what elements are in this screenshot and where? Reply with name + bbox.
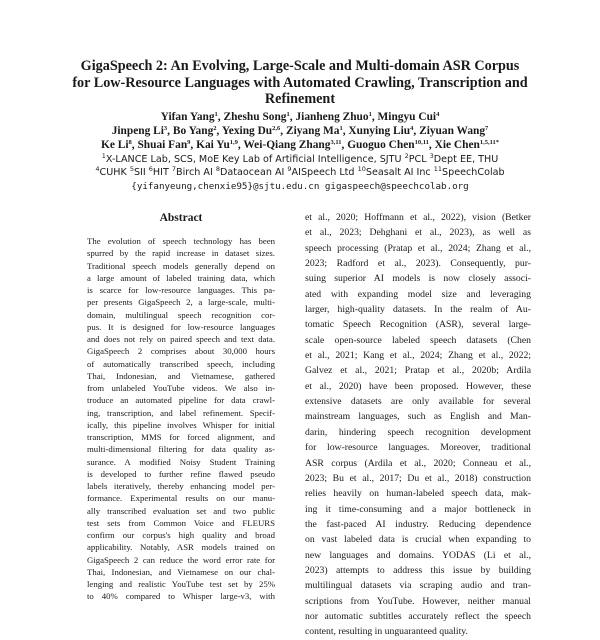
author-affil-sup: 2,6 (272, 125, 281, 133)
body-line: tomatic Speech Recognition (ASR), several large- (305, 319, 531, 331)
intro-body (305, 210, 531, 640)
author-affil-sup: 1,5,11* (479, 139, 499, 147)
body-line: multilingual datasets via scraping audio and tran- (305, 580, 531, 592)
abstract-body (87, 235, 275, 603)
body-line: scriptions from YouTube. However, neither manual (305, 595, 531, 607)
abstract-line: a large amount of labeled training data, which (87, 272, 275, 283)
body-line: speech processing (Pratap et al., 2024; Zhang et al., (305, 242, 531, 254)
author-affil-sup: 1 (214, 111, 218, 118)
author-name: Shuai Fan (137, 139, 188, 152)
author-name: Xie Chen (434, 139, 480, 152)
body-line: 2023; Bu et al., 2017; Du et al., 2018) construction (305, 472, 531, 484)
contact-emails: {yifanyeung,chenxie95}@sjtu.edu.cn gigaspeech@speechcolab.org (131, 181, 469, 192)
abstract-line: applicability. Notably, ASR models trained on (87, 542, 275, 553)
abstract-line: Thai, Indonesian, and Vietnamese, gathered (87, 370, 275, 381)
abstract-line: spurred by the rapid increase in dataset sizes. (87, 248, 275, 259)
abstract-line: transcription, MMS for forced alignment, and (87, 432, 275, 442)
affiliation: SII (133, 167, 149, 179)
author-name: Kai Yu (196, 139, 230, 152)
body-line: ated with expanding model size and leveraging (305, 288, 531, 300)
affiliation-line (40, 153, 560, 166)
author-name: Xunying Liu (348, 125, 411, 138)
abstract-line: GigaSpeech 2 comprises about 30,000 hours (87, 346, 275, 357)
affil-sup: 4 (95, 165, 100, 174)
abstract-line: multi-dimensional filtering for data quality as- (87, 444, 275, 455)
abstract-line: lenging and realistic YouTube test set by 25% (87, 579, 275, 589)
abstract-heading: Abstract (159, 212, 203, 224)
author-affil-sup: 10,11 (414, 139, 429, 147)
abstract-line: is developed to further refine flawed pseudo (87, 468, 275, 479)
author-affil-sup: 2 (213, 125, 217, 133)
affil-sup: 9 (287, 165, 292, 174)
author-affil-sup: 1 (286, 111, 290, 118)
abstract-line: pus. It is designed for low-resource languages (87, 321, 275, 332)
affil-sup: 3 (429, 152, 434, 160)
abstract-line: ally transcribed evaluation set and two public (87, 505, 275, 516)
author-affil-sup: 9 (187, 139, 191, 147)
body-line: new languages and domains. YODAS (Li et al., (305, 549, 531, 561)
affiliation: SpeechColab (442, 167, 505, 179)
author-affil-sup: 8 (128, 139, 132, 147)
abstract-line: to 40% compared to Whisper large-v3, with (87, 591, 275, 602)
body-line: suing superior AI models is now closely associ- (305, 273, 531, 285)
author-name: Jinpeng Li (111, 125, 164, 138)
abstract-line: The evolution of speech technology has been (87, 236, 275, 246)
affiliation: CUHK (99, 167, 130, 179)
body-line: scale open-source labeled speech datasets (Chen (305, 334, 531, 346)
affiliation: Birch AI (176, 167, 216, 179)
body-line: nor automatic subtitles accurately reflect the speech (305, 610, 531, 622)
body-line: darin, hindering speech recognition development (305, 426, 531, 438)
author-name: Ziyang Ma (285, 125, 340, 138)
author-name: Yifan Yang (160, 111, 215, 123)
affiliation: Dept EE, THU (433, 154, 499, 165)
body-line: et al., 2020; Hoffmann et al., 2022), vision (Betker (305, 212, 531, 223)
paper-title (60, 58, 540, 108)
abstract-line: labels iteratively, thereby enhancing model per- (87, 481, 275, 491)
body-line: et al., 2023; Dehghani et al., 2023), as well as (305, 227, 531, 239)
author-name: Ziyuan Wang (419, 125, 486, 138)
body-line: extensive datasets are only available for several (305, 396, 531, 408)
abstract-line: per presents GigaSpeech 2, a large-scale, multi- (87, 297, 275, 308)
author-name: Ke Li (100, 139, 129, 152)
abstract-line: surance. A modified Noisy Student Training (87, 456, 275, 467)
affil-sup: 2 (404, 152, 409, 160)
author-affil-sup: 3,11 (330, 139, 342, 147)
title-line: for Low-Resource Languages with Automated Crawling, Transcription and (72, 74, 528, 91)
affil-sup: 10 (357, 165, 366, 174)
body-line: on vast labeled data is crucial when expanding to (305, 534, 531, 546)
author-line: Ke Li$^8$, Shuai Fan$^9$, Kai Yu$^{1,9}$, Wei-Qiang Zhang$^{3,11}$, Guoguo Chen$^{10,11}$, Xie Chen$^{1,5,11*}$ (100, 139, 499, 152)
abstract-line: ing, transcription, and label refinement. Specif- (87, 407, 275, 418)
author-name: Jianheng Zhuo (295, 111, 369, 123)
author-affil-sup: 7 (485, 125, 489, 133)
author-affil-sup: 1,9 (229, 139, 238, 147)
affiliation-list (40, 153, 560, 180)
abstract-line: ically, this pipeline involves Whisper for initial (87, 419, 275, 430)
body-line: larger, high-quality datasets. In the realm of Au- (305, 304, 531, 316)
author-name: Yexing Du (221, 125, 273, 138)
body-line: content, resulting in unguaranteed quality. (305, 626, 468, 638)
affiliation: Dataocean AI (220, 167, 288, 179)
affil-sup: 6 (148, 165, 153, 174)
author-list (40, 110, 560, 153)
abstract-line: of automatically transcribed speech, including (87, 358, 275, 369)
body-line: for low-resource languages. Moreover, traditional (305, 442, 531, 454)
affiliation: X-LANCE Lab, SCS, MoE Key Lab of Artificial Intelligence, SJTU (105, 154, 405, 165)
author-line: Yifan Yang$^1$, Zheshu Song$^1$, Jianheng Zhuo$^1$, Mingyu Cui$^4$ (160, 111, 440, 123)
abstract-line: Thai, Indonesian, and Vietnamese on our chal- (87, 566, 275, 577)
affiliation: PCL (408, 154, 430, 165)
abstract-line: and does not rely on paired speech and text data. (87, 334, 275, 344)
author-affil-sup: 1 (368, 111, 372, 118)
author-name: Mingyu Cui (377, 111, 437, 123)
body-line: relies heavily on human-labeled speech data, mak- (305, 488, 531, 500)
affil-sup: 5 (129, 165, 134, 174)
author-name: Wei-Qiang Zhang (243, 139, 331, 152)
abstract-line: test sets from Common Voice and FLEURS (87, 517, 275, 528)
body-line: 2023) attempts to address this issue by building (305, 564, 531, 576)
body-line: the fast-paced AI industry. Reducing dependence (305, 518, 531, 530)
affil-sup: 8 (215, 165, 220, 174)
affil-sup: 11 (433, 165, 443, 174)
affiliation-line (40, 166, 560, 179)
author-name: Zheshu Song (223, 111, 287, 123)
affil-sup: 7 (171, 165, 177, 174)
author-affil-sup: 4 (436, 111, 440, 118)
abstract-line: from unlabeled YouTube videos. We also in- (87, 383, 275, 393)
body-line: Galvez et al., 2021; Pratap et al., 2020b; Ardila (305, 365, 531, 377)
author-name: Bo Yang (172, 125, 214, 138)
affil-sup: 1 (101, 152, 106, 160)
title-line: Refinement (264, 91, 336, 107)
abstract-line: formance. Experimental results on our manu- (87, 493, 275, 504)
title-line: GigaSpeech 2: An Evolving, Large-Scale and Multi-domain ASR Corpus (80, 58, 520, 74)
affiliation: AISpeech Ltd (291, 167, 358, 179)
author-name: Guoguo Chen (347, 139, 415, 152)
body-line: et al., 2021; Kang et al., 2024; Zhang et al., 2022; (305, 350, 531, 362)
abstract-line: Traditional speech models generally depend on (87, 260, 275, 271)
body-line: et al., 2020) have been proposed. However, these (305, 380, 531, 392)
affiliation: Seasalt AI Inc (365, 167, 434, 179)
abstract-line: confirm our corpus's high quality and broad (87, 530, 275, 540)
author-affil-sup: 4 (410, 125, 414, 133)
author-line: Jinpeng Li$^3$, Bo Yang$^2$, Yexing Du$^{2,6}$, Ziyang Ma$^1$, Xunying Liu$^4$, Ziyuan Wang$^7$ (111, 125, 489, 138)
author-affil-sup: 1 (339, 125, 343, 133)
abstract-line: domain, multilingual speech recognition cor- (87, 309, 275, 320)
body-line: 2023; Radford et al., 2023). Consequently, pur- (305, 258, 531, 270)
author-affil-sup: 3 (163, 125, 168, 133)
abstract-line: GigaSpeech 2 can reduce the word error rate for (87, 554, 275, 565)
body-line: ing it time-consuming and a major bottleneck in (305, 503, 531, 515)
abstract-line: troduce an automated pipeline for data crawl- (87, 395, 275, 406)
abstract-line: is scarce for low-resource languages. This pa- (87, 285, 275, 295)
body-line: ASR corpus (Ardila et al., 2020; Conneau et al., (305, 457, 531, 469)
body-line: mainstream languages, such as English and Man- (305, 411, 531, 423)
affiliation: HIT (152, 167, 172, 179)
